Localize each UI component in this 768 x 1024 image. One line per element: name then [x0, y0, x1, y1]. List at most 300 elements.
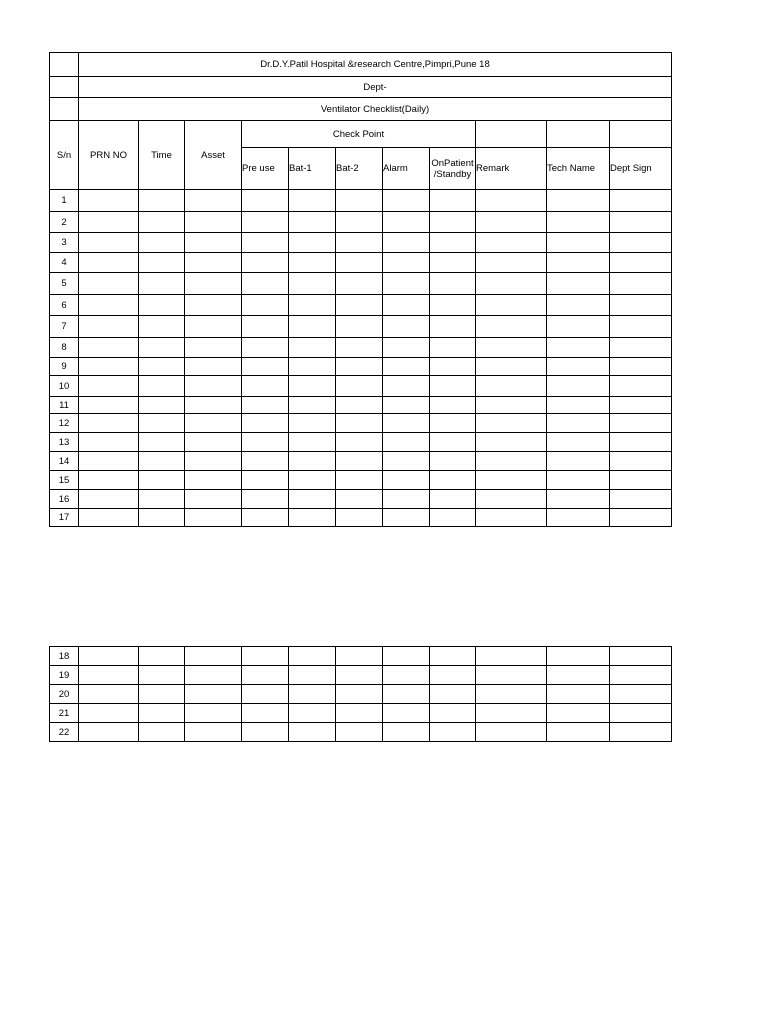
entry-cell[interactable] — [336, 647, 383, 666]
row-serial-number: 4 — [50, 253, 79, 273]
entry-cell[interactable] — [185, 704, 242, 723]
entry-cell[interactable] — [610, 490, 672, 509]
entry-cell[interactable] — [547, 338, 610, 358]
entry-cell[interactable] — [185, 509, 242, 527]
header-time: Time — [139, 121, 185, 190]
entry-cell[interactable] — [430, 273, 476, 295]
entry-cell[interactable] — [336, 233, 383, 253]
entry-cell[interactable] — [289, 397, 336, 414]
table-row — [50, 316, 672, 338]
entry-cell[interactable] — [610, 397, 672, 414]
table-row — [50, 397, 672, 414]
entry-cell[interactable] — [383, 666, 430, 685]
entry-cell[interactable] — [610, 704, 672, 723]
entry-cell[interactable] — [79, 253, 139, 273]
entry-cell[interactable] — [185, 471, 242, 490]
entry-cell[interactable] — [336, 295, 383, 316]
entry-cell[interactable] — [610, 358, 672, 376]
entry-cell[interactable] — [547, 295, 610, 316]
entry-cell[interactable] — [139, 338, 185, 358]
header-blank-cell — [547, 121, 610, 148]
entry-cell[interactable] — [547, 397, 610, 414]
entry-cell[interactable] — [547, 647, 610, 666]
entry-cell[interactable] — [547, 471, 610, 490]
table-row — [50, 233, 672, 253]
entry-cell[interactable] — [383, 212, 430, 233]
row-serial-number: 19 — [50, 666, 79, 685]
entry-cell[interactable] — [139, 471, 185, 490]
entry-cell[interactable] — [185, 433, 242, 452]
entry-cell[interactable] — [547, 433, 610, 452]
entry-cell[interactable] — [476, 358, 547, 376]
entry-cell[interactable] — [185, 414, 242, 433]
entry-cell[interactable] — [383, 704, 430, 723]
entry-cell[interactable] — [610, 273, 672, 295]
entry-cell[interactable] — [185, 295, 242, 316]
entry-cell[interactable] — [430, 433, 476, 452]
table-row — [50, 666, 672, 685]
entry-cell[interactable] — [139, 666, 185, 685]
entry-cell[interactable] — [79, 273, 139, 295]
entry-cell[interactable] — [383, 414, 430, 433]
entry-cell[interactable] — [547, 273, 610, 295]
entry-cell[interactable] — [430, 666, 476, 685]
entry-cell[interactable] — [476, 190, 547, 212]
row-serial-number: 12 — [50, 414, 79, 433]
entry-cell[interactable] — [79, 338, 139, 358]
entry-cell[interactable] — [289, 295, 336, 316]
entry-cell[interactable] — [547, 723, 610, 742]
entry-cell[interactable] — [383, 338, 430, 358]
entry-cell[interactable] — [139, 685, 185, 704]
table-row — [50, 358, 672, 376]
entry-cell[interactable] — [476, 471, 547, 490]
entry-cell[interactable] — [476, 253, 547, 273]
entry-cell[interactable] — [289, 338, 336, 358]
entry-cell[interactable] — [185, 358, 242, 376]
entry-cell[interactable] — [610, 190, 672, 212]
entry-cell[interactable] — [476, 397, 547, 414]
entry-cell[interactable] — [383, 358, 430, 376]
entry-cell[interactable] — [79, 295, 139, 316]
entry-cell[interactable] — [242, 704, 289, 723]
entry-cell[interactable] — [383, 253, 430, 273]
entry-cell[interactable] — [476, 433, 547, 452]
entry-cell[interactable] — [139, 190, 185, 212]
entry-cell[interactable] — [336, 490, 383, 509]
entry-cell[interactable] — [336, 414, 383, 433]
checklist-title: Ventilator Checklist(Daily) — [79, 98, 672, 121]
entry-cell[interactable] — [430, 233, 476, 253]
entry-cell[interactable] — [185, 666, 242, 685]
entry-cell[interactable] — [79, 490, 139, 509]
entry-cell[interactable] — [185, 273, 242, 295]
entry-cell[interactable] — [610, 253, 672, 273]
entry-cell[interactable] — [79, 723, 139, 742]
entry-cell[interactable] — [336, 190, 383, 212]
header-prn-no: PRN NO — [79, 121, 139, 190]
entry-cell[interactable] — [610, 376, 672, 397]
entry-cell[interactable] — [336, 723, 383, 742]
entry-cell[interactable] — [289, 452, 336, 471]
entry-cell[interactable] — [547, 490, 610, 509]
entry-cell[interactable] — [476, 509, 547, 527]
entry-cell[interactable] — [242, 295, 289, 316]
row-serial-number: 21 — [50, 704, 79, 723]
checklist-table — [49, 52, 672, 527]
entry-cell[interactable] — [476, 376, 547, 397]
entry-cell[interactable] — [336, 358, 383, 376]
entry-cell[interactable] — [185, 647, 242, 666]
entry-cell[interactable] — [430, 376, 476, 397]
header-bat-2: Bat-2 — [336, 148, 383, 190]
entry-cell[interactable] — [547, 190, 610, 212]
entry-cell[interactable] — [383, 723, 430, 742]
entry-cell[interactable] — [430, 452, 476, 471]
entry-cell[interactable] — [610, 723, 672, 742]
header-tech-name: Tech Name — [547, 148, 610, 190]
entry-cell[interactable] — [289, 376, 336, 397]
entry-cell[interactable] — [610, 509, 672, 527]
entry-cell[interactable] — [610, 414, 672, 433]
table-row — [50, 490, 672, 509]
entry-cell[interactable] — [336, 316, 383, 338]
entry-cell[interactable] — [242, 723, 289, 742]
entry-cell[interactable] — [610, 295, 672, 316]
entry-cell[interactable] — [336, 273, 383, 295]
entry-cell[interactable] — [476, 233, 547, 253]
entry-cell[interactable] — [547, 233, 610, 253]
entry-cell[interactable] — [242, 316, 289, 338]
corner-cell — [50, 98, 79, 121]
entry-cell[interactable] — [610, 647, 672, 666]
entry-cell[interactable] — [242, 253, 289, 273]
entry-cell[interactable] — [336, 704, 383, 723]
entry-cell[interactable] — [383, 190, 430, 212]
entry-cell[interactable] — [289, 253, 336, 273]
entry-cell[interactable] — [430, 509, 476, 527]
entry-cell[interactable] — [476, 316, 547, 338]
header-onpatient-standby — [430, 148, 476, 190]
entry-cell[interactable] — [610, 685, 672, 704]
entry-cell[interactable] — [139, 433, 185, 452]
entry-cell[interactable] — [547, 253, 610, 273]
entry-cell[interactable] — [476, 723, 547, 742]
entry-cell[interactable] — [383, 295, 430, 316]
entry-cell[interactable] — [139, 376, 185, 397]
entry-cell[interactable] — [336, 685, 383, 704]
entry-cell[interactable] — [430, 647, 476, 666]
entry-cell[interactable] — [289, 704, 336, 723]
entry-cell[interactable] — [430, 685, 476, 704]
entry-cell[interactable] — [242, 414, 289, 433]
entry-cell[interactable] — [547, 316, 610, 338]
entry-cell[interactable] — [383, 490, 430, 509]
entry-cell[interactable] — [430, 490, 476, 509]
row-serial-number: 2 — [50, 212, 79, 233]
table-row — [50, 190, 672, 212]
entry-cell[interactable] — [242, 471, 289, 490]
entry-cell[interactable] — [430, 723, 476, 742]
entry-cell[interactable] — [242, 273, 289, 295]
entry-cell[interactable] — [242, 233, 289, 253]
entry-cell[interactable] — [139, 253, 185, 273]
entry-cell[interactable] — [476, 452, 547, 471]
row-serial-number: 17 — [50, 509, 79, 527]
entry-cell[interactable] — [336, 376, 383, 397]
entry-cell[interactable] — [242, 376, 289, 397]
entry-cell[interactable] — [289, 358, 336, 376]
row-serial-number: 18 — [50, 647, 79, 666]
entry-cell[interactable] — [185, 397, 242, 414]
entry-cell[interactable] — [242, 509, 289, 527]
entry-cell[interactable] — [289, 685, 336, 704]
entry-cell[interactable] — [336, 253, 383, 273]
header-blank-cell — [610, 121, 672, 148]
entry-cell[interactable] — [430, 414, 476, 433]
row-serial-number: 5 — [50, 273, 79, 295]
entry-cell[interactable] — [430, 253, 476, 273]
entry-cell[interactable] — [476, 212, 547, 233]
entry-cell[interactable] — [430, 212, 476, 233]
entry-cell[interactable] — [289, 273, 336, 295]
row-serial-number: 16 — [50, 490, 79, 509]
entry-cell[interactable] — [139, 723, 185, 742]
entry-cell[interactable] — [383, 509, 430, 527]
entry-cell[interactable] — [79, 471, 139, 490]
entry-cell[interactable] — [242, 338, 289, 358]
entry-cell[interactable] — [383, 471, 430, 490]
entry-cell[interactable] — [610, 316, 672, 338]
entry-cell[interactable] — [289, 666, 336, 685]
entry-cell[interactable] — [79, 397, 139, 414]
entry-cell[interactable] — [242, 452, 289, 471]
entry-cell[interactable] — [139, 233, 185, 253]
table-row — [50, 295, 672, 316]
header-asset: Asset — [185, 121, 242, 190]
entry-cell[interactable] — [336, 452, 383, 471]
hospital-name: Dr.D.Y.Patil Hospital &research Centre,Pimpri,Pune 18 — [79, 53, 672, 77]
header-onpatient-line2: /Standby — [433, 168, 472, 180]
entry-cell[interactable] — [610, 338, 672, 358]
row-serial-number: 22 — [50, 723, 79, 742]
entry-cell[interactable] — [610, 666, 672, 685]
row-serial-number: 20 — [50, 685, 79, 704]
entry-cell[interactable] — [79, 376, 139, 397]
entry-cell[interactable] — [547, 666, 610, 685]
entry-cell[interactable] — [242, 212, 289, 233]
entry-cell[interactable] — [289, 212, 336, 233]
entry-cell[interactable] — [79, 685, 139, 704]
entry-cell[interactable] — [476, 666, 547, 685]
row-serial-number: 11 — [50, 397, 79, 414]
entry-cell[interactable] — [430, 295, 476, 316]
entry-cell[interactable] — [610, 212, 672, 233]
row-serial-number: 14 — [50, 452, 79, 471]
entry-cell[interactable] — [289, 647, 336, 666]
entry-cell[interactable] — [139, 212, 185, 233]
entry-cell[interactable] — [79, 190, 139, 212]
entry-cell[interactable] — [79, 452, 139, 471]
entry-cell[interactable] — [336, 397, 383, 414]
entry-cell[interactable] — [610, 471, 672, 490]
entry-cell[interactable] — [79, 509, 139, 527]
entry-cell[interactable] — [289, 414, 336, 433]
entry-cell[interactable] — [185, 685, 242, 704]
table-row — [50, 376, 672, 397]
entry-cell[interactable] — [430, 358, 476, 376]
entry-cell[interactable] — [139, 704, 185, 723]
entry-cell[interactable] — [185, 233, 242, 253]
entry-cell[interactable] — [289, 509, 336, 527]
entry-cell[interactable] — [139, 397, 185, 414]
entry-cell[interactable] — [79, 212, 139, 233]
corner-cell — [50, 53, 79, 77]
row-serial-number: 6 — [50, 295, 79, 316]
entry-cell[interactable] — [139, 316, 185, 338]
entry-cell[interactable] — [383, 233, 430, 253]
entry-cell[interactable] — [547, 212, 610, 233]
entry-cell[interactable] — [79, 666, 139, 685]
header-dept-sign: Dept Sign — [610, 148, 672, 190]
entry-cell[interactable] — [242, 490, 289, 509]
entry-cell[interactable] — [185, 723, 242, 742]
entry-cell[interactable] — [139, 273, 185, 295]
entry-cell[interactable] — [476, 338, 547, 358]
table-row — [50, 414, 672, 433]
entry-cell[interactable] — [547, 414, 610, 433]
entry-cell[interactable] — [185, 376, 242, 397]
entry-cell[interactable] — [139, 647, 185, 666]
entry-cell[interactable] — [185, 212, 242, 233]
entry-cell[interactable] — [79, 358, 139, 376]
entry-cell[interactable] — [185, 490, 242, 509]
entry-cell[interactable] — [610, 233, 672, 253]
entry-cell[interactable] — [242, 685, 289, 704]
table-row — [50, 685, 672, 704]
entry-cell[interactable] — [383, 433, 430, 452]
header-remark: Remark — [476, 148, 547, 190]
entry-cell[interactable] — [336, 433, 383, 452]
table-row — [50, 273, 672, 295]
entry-cell[interactable] — [185, 452, 242, 471]
table-row — [50, 723, 672, 742]
entry-cell[interactable] — [476, 295, 547, 316]
entry-cell[interactable] — [383, 452, 430, 471]
entry-cell[interactable] — [430, 190, 476, 212]
entry-cell[interactable] — [185, 190, 242, 212]
entry-cell[interactable] — [185, 316, 242, 338]
header-pre-use: Pre use — [242, 148, 289, 190]
entry-cell[interactable] — [79, 414, 139, 433]
row-serial-number: 8 — [50, 338, 79, 358]
corner-cell — [50, 77, 79, 98]
entry-cell[interactable] — [476, 414, 547, 433]
entry-cell[interactable] — [185, 338, 242, 358]
row-serial-number: 7 — [50, 316, 79, 338]
entry-cell[interactable] — [610, 433, 672, 452]
entry-cell[interactable] — [185, 253, 242, 273]
entry-cell[interactable] — [430, 316, 476, 338]
entry-cell[interactable] — [289, 471, 336, 490]
entry-cell[interactable] — [610, 452, 672, 471]
entry-cell[interactable] — [336, 338, 383, 358]
entry-cell[interactable] — [547, 358, 610, 376]
entry-cell[interactable] — [289, 723, 336, 742]
table-row — [50, 433, 672, 452]
table-row — [50, 704, 672, 723]
entry-cell[interactable] — [547, 685, 610, 704]
entry-cell[interactable] — [547, 452, 610, 471]
entry-cell[interactable] — [476, 685, 547, 704]
entry-cell[interactable] — [139, 490, 185, 509]
header-check-point: Check Point — [242, 121, 476, 148]
entry-cell[interactable] — [547, 376, 610, 397]
entry-cell[interactable] — [547, 509, 610, 527]
entry-cell[interactable] — [242, 397, 289, 414]
entry-cell[interactable] — [383, 376, 430, 397]
entry-cell[interactable] — [242, 666, 289, 685]
entry-cell[interactable] — [139, 358, 185, 376]
entry-cell[interactable] — [79, 233, 139, 253]
entry-cell[interactable] — [430, 338, 476, 358]
entry-cell[interactable] — [79, 316, 139, 338]
entry-cell[interactable] — [139, 452, 185, 471]
table-row — [50, 338, 672, 358]
entry-cell[interactable] — [336, 509, 383, 527]
entry-cell[interactable] — [336, 471, 383, 490]
entry-cell[interactable] — [79, 704, 139, 723]
entry-cell[interactable] — [476, 647, 547, 666]
dept-label[interactable]: Dept- — [79, 77, 672, 98]
header-sn: S/n — [50, 121, 79, 190]
row-serial-number: 3 — [50, 233, 79, 253]
entry-cell[interactable] — [139, 414, 185, 433]
row-serial-number: 9 — [50, 358, 79, 376]
entry-cell[interactable] — [289, 433, 336, 452]
entry-cell[interactable] — [476, 273, 547, 295]
entry-cell[interactable] — [336, 212, 383, 233]
entry-cell[interactable] — [547, 704, 610, 723]
entry-cell[interactable] — [242, 433, 289, 452]
entry-cell[interactable] — [476, 704, 547, 723]
entry-cell[interactable] — [430, 704, 476, 723]
entry-cell[interactable] — [383, 316, 430, 338]
entry-cell[interactable] — [383, 273, 430, 295]
row-serial-number: 1 — [50, 190, 79, 212]
entry-cell[interactable] — [289, 190, 336, 212]
entry-cell[interactable] — [289, 233, 336, 253]
entry-cell[interactable] — [476, 490, 547, 509]
entry-cell[interactable] — [139, 295, 185, 316]
entry-cell[interactable] — [430, 397, 476, 414]
table-row — [50, 452, 672, 471]
entry-cell[interactable] — [383, 685, 430, 704]
entry-cell[interactable] — [242, 358, 289, 376]
entry-cell[interactable] — [79, 433, 139, 452]
table-row — [50, 253, 672, 273]
entry-cell[interactable] — [139, 509, 185, 527]
entry-cell[interactable] — [336, 666, 383, 685]
entry-cell[interactable] — [242, 647, 289, 666]
entry-cell[interactable] — [289, 490, 336, 509]
entry-cell[interactable] — [430, 471, 476, 490]
entry-cell[interactable] — [383, 397, 430, 414]
entry-cell[interactable] — [383, 647, 430, 666]
entry-cell[interactable] — [289, 316, 336, 338]
entry-cell[interactable] — [79, 647, 139, 666]
entry-cell[interactable] — [242, 190, 289, 212]
